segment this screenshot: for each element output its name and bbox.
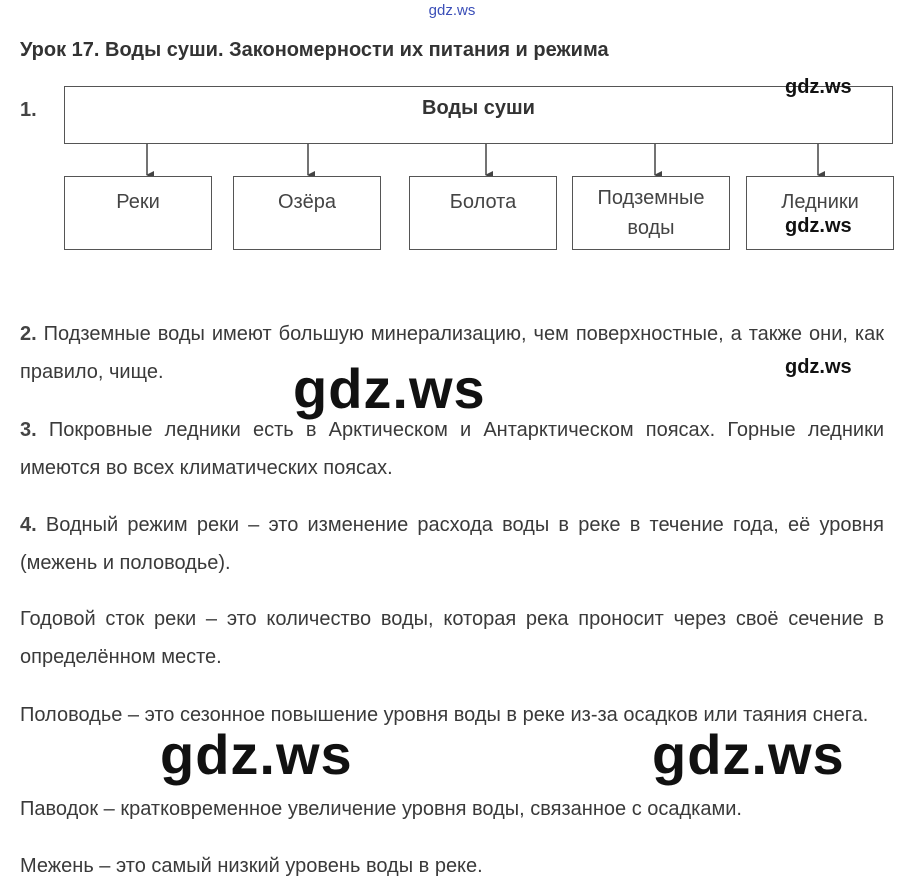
answer-text: Покровные ледники есть в Арктическом и Антарктическом поясах. Горные ледники имеются во всех климатических поясах. <box>20 419 884 479</box>
answer-4 <box>20 506 884 582</box>
watermark-large: gdz.ws <box>160 723 353 786</box>
diagram-box-glaciers <box>746 176 894 250</box>
definition-low-water <box>20 847 884 885</box>
watermark-top: gdz.ws <box>428 2 476 19</box>
diagram-label-lakes: Озёра <box>277 191 337 213</box>
answer-number: 3. <box>20 419 37 441</box>
watermark-small: gdz.ws <box>785 76 852 98</box>
diagram-box-groundwater <box>572 176 730 250</box>
diagram-label-rivers: Реки <box>116 191 160 213</box>
answer-text: Подземные воды имеют большую минерализацию, чем поверхностные, а также они, как правило, чище. <box>20 323 884 383</box>
diagram-label-swamps: Болота <box>449 191 517 213</box>
answer-text: Годовой сток реки – это количество воды, которая река проносит через своё сечение в определённом месте. <box>20 608 884 668</box>
answer-text: Межень – это самый низкий уровень воды в реке. <box>20 855 483 877</box>
diagram-box-rivers <box>64 176 212 250</box>
watermark-small: gdz.ws <box>785 215 852 237</box>
watermark-large: gdz.ws <box>652 723 845 786</box>
answer-text: Паводок – кратковременное увеличение уровня воды, связанное с осадками. <box>20 798 742 820</box>
question-1-number: 1. <box>20 99 37 121</box>
lesson-title: Урок 17. Воды суши. Закономерности их питания и режима <box>20 39 609 61</box>
diagram-label-groundwater: Подземные воды <box>597 187 705 239</box>
answer-text: Водный режим реки – это изменение расхода воды в реке в течение года, её уровня (межень и половодье). <box>20 514 884 574</box>
diagram-root-label: Воды суши <box>422 97 535 119</box>
answer-3 <box>20 411 884 487</box>
definition-annual-runoff <box>20 600 884 676</box>
answer-number: 4. <box>20 514 37 536</box>
answer-number: 2. <box>20 323 37 345</box>
definition-freshet <box>20 790 884 828</box>
diagram-box-lakes <box>233 176 381 250</box>
diagram-box-swamps <box>409 176 557 250</box>
watermark-large: gdz.ws <box>293 357 486 420</box>
watermark-small: gdz.ws <box>785 356 852 378</box>
answer-text: Половодье – это сезонное повышение уровня воды в реке из-за осадков или таяния снега. <box>20 704 869 726</box>
diagram-label-glaciers: Ледники <box>781 191 859 213</box>
